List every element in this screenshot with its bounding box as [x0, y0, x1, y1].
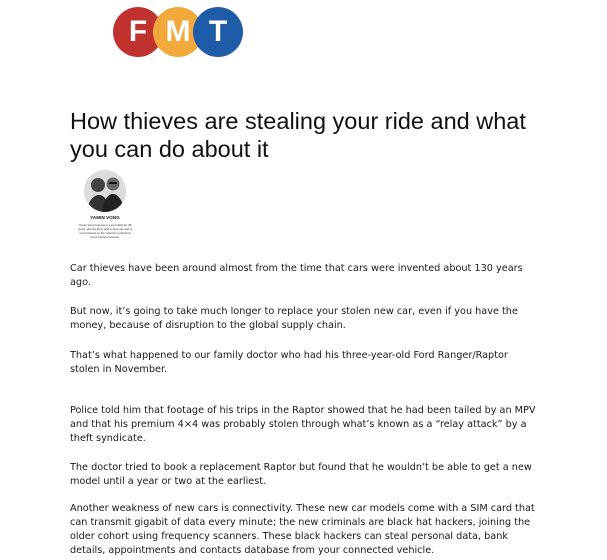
paragraph-3: That’s what happened to our family doctor who had his three-year-old Ford Ranger/Raptor stolen in November. [70, 350, 508, 375]
paragraph-5: The doctor tried to book a replacement Raptor but found that he wouldn’t be able to get a new model until a year or two at the earliest. [70, 462, 532, 487]
logo-letter-f: F [113, 7, 163, 57]
article-headline: How thieves are stealing your ride and what you can do about it [70, 108, 526, 162]
paragraph-1: Car thieves have been around almost from the time that cars were invented about 130 years ago. [70, 263, 523, 288]
author-byline [76, 170, 134, 239]
logo-letter-m: M [153, 7, 203, 57]
author-photo-icon [84, 170, 126, 212]
author-bio: Yamin Vong has been a journalist for 38 years, almost thirty with a fave car and is now focused on the widening industry's trend transport issues. [77, 223, 133, 239]
author-avatar [84, 170, 126, 212]
fmt-logo[interactable] [113, 7, 243, 57]
paragraph-2: But now, it’s going to take much longer to replace your stolen new car, even if you have the money, because of disruption to the global supply chain. [70, 306, 518, 331]
author-name: YAMIN VONG [90, 215, 120, 220]
paragraph-4: Police told him that footage of his trips in the Raptor showed that he had been tailed by an MPV and that his premium 4×4 was probably stolen through what’s known as a “relay attack” by a theft syndicate. [70, 405, 536, 444]
logo-letter-t: T [193, 7, 243, 57]
paragraph-6: Another weakness of new cars is connectivity. These new car models come with a SIM card that can transmit gigabit of data every minute; the new criminals are black hat hackers, joining the older cohort using frequency scanners. These black hackers can steal personal data, bank details, appointments and contacts database from your connected vehicle. [70, 503, 535, 556]
